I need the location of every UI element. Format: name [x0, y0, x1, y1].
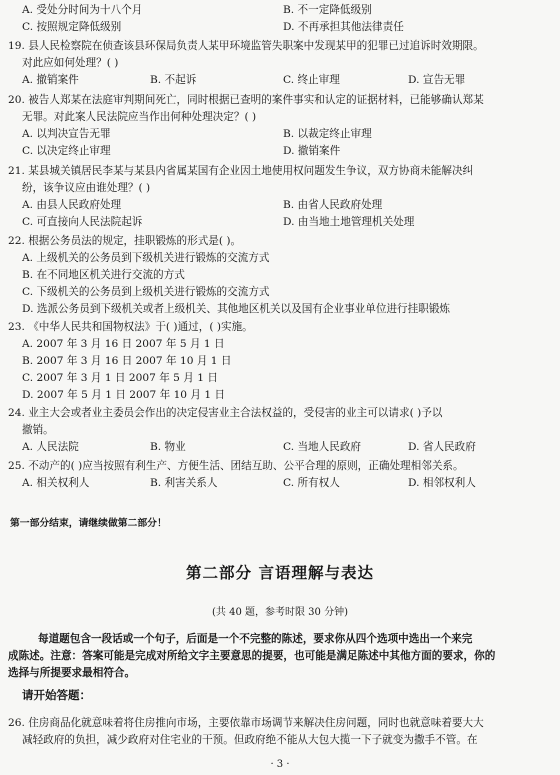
q18-option-b: B. 不一定降低级别 — [283, 4, 372, 16]
q22-option-c: C. 下级机关的公务员到上级机关进行锻炼的交流方式 — [22, 286, 270, 298]
q24-option-d: D. 省人民政府 — [408, 441, 476, 453]
q21-option-c: C. 可直接向人民法院起诉 — [22, 216, 143, 228]
q22-option-a: A. 上级机关的公务员到下级机关进行锻炼的交流方式 — [22, 252, 270, 264]
q23-stem: 23. 《中华人民共和国物权法》于( )通过，( )实施。 — [8, 321, 253, 333]
q22-stem: 22. 根据公务员法的规定，挂职锻炼的形式是( )。 — [8, 235, 242, 247]
q24-stem-line1: 24. 业主大会或者业主委员会作出的决定侵害业主合法权益的，受侵害的业主可以请求( )予以 — [8, 407, 443, 419]
q18-option-a: A. 受处分时间为十八个月 — [22, 4, 143, 16]
q18-option-d: D. 不再承担其他法律责任 — [283, 21, 404, 33]
part2-subtitle: (共 40 题，参考时限 30 分钟) — [212, 607, 348, 618]
q21-stem-line2: 纷，该争议应由谁处理？( ) — [22, 182, 151, 194]
q25-stem: 25. 不动产的( )应当按照有利生产、方便生活、团结互助、公平合理的原则，正确处理相邻关系。 — [8, 460, 464, 472]
part2-instructions-line2: 成陈述。注意：答案可能是完成对所给文字主要意思的提要，也可能是满足陈述中其他方面的要求，你的 — [8, 650, 496, 662]
start-answering: 请开始答题： — [22, 688, 91, 702]
q24-option-a: A. 人民法院 — [22, 441, 79, 453]
q24-stem-line2: 撤销。 — [22, 424, 54, 436]
q19-option-a: A. 撤销案件 — [22, 74, 79, 86]
q18-option-c: C. 按照规定降低级别 — [22, 21, 122, 33]
q26-stem-line2: 减轻政府的负担，减少政府对住宅业的干预。但政府绝不能从大包大揽一下子就变为撒手不管。在 — [22, 734, 478, 746]
part1-end-note: 第一部分结束，请继续做第二部分！ — [10, 518, 167, 529]
q25-option-d: D. 相邻权利人 — [408, 477, 476, 489]
q20-option-a: A. 以判决宣告无罪 — [22, 128, 111, 140]
q22-option-b: B. 在不同地区机关进行交流的方式 — [22, 269, 185, 281]
q20-stem-line1: 20. 被告人郑某在法庭审判期间死亡，同时根据已查明的案件事实和认定的证据材料，已能够确认郑某 — [8, 94, 484, 106]
q25-option-b: B. 利害关系人 — [150, 477, 218, 489]
q26-stem-line1: 26. 住房商品化就意味着将住房推向市场，主要依靠市场调节来解决住房问题，同时也就意味着要大大 — [8, 717, 484, 729]
q19-option-c: C. 终止审理 — [283, 74, 340, 86]
q23-option-b: B. 2007 年 3 月 16 日 2007 年 10 月 1 日 — [22, 355, 232, 367]
q21-stem-line1: 21. 某县城关镇居民李某与某县内省属某国有企业因土地使用权问题发生争议，双方协商未能解决纠 — [8, 165, 474, 177]
q24-option-b: B. 物业 — [150, 441, 186, 453]
part2-instructions-line1: 每道题包含一段话或一个句子，后面是一个不完整的陈述，要求你从四个选项中选出一个来完 — [38, 633, 473, 645]
q21-option-a: A. 由县人民政府处理 — [22, 199, 122, 211]
q19-stem-line1: 19. 县人民检察院在侦查该县环保局负责人某甲环境监管失职案中发现某甲的犯罪已过追诉时效期限。 — [8, 40, 484, 52]
q20-stem-line2: 无罪。对此案人民法院应当作出何种处理决定？( ) — [22, 111, 257, 123]
q23-option-a: A. 2007 年 3 月 16 日 2007 年 5 月 1 日 — [22, 338, 225, 350]
q21-option-b: B. 由省人民政府处理 — [283, 199, 383, 211]
q19-stem-line2: 对此应如何处理？( ) — [22, 57, 119, 69]
page-number: · 3 · — [270, 759, 290, 770]
q25-option-c: C. 所有权人 — [283, 477, 340, 489]
part2-title: 第二部分 言语理解与表达 — [186, 564, 374, 582]
q19-option-b: B. 不起诉 — [150, 74, 197, 86]
q25-option-a: A. 相关权利人 — [22, 477, 90, 489]
q20-option-c: C. 以决定终止审理 — [22, 145, 111, 157]
q20-option-b: B. 以裁定终止审理 — [283, 128, 372, 140]
part2-instructions-line3: 选择与所提要求最相符合。 — [8, 667, 136, 679]
q22-option-d: D. 选派公务员到下级机关或者上级机关、其他地区机关以及国有企业事业单位进行挂职锻炼 — [22, 303, 451, 315]
q19-option-d: D. 宣告无罪 — [408, 74, 466, 86]
q24-option-c: C. 当地人民政府 — [283, 441, 362, 453]
q23-option-c: C. 2007 年 3 月 1 日 2007 年 5 月 1 日 — [22, 372, 218, 384]
q23-option-d: D. 2007 年 5 月 1 日 2007 年 10 月 1 日 — [22, 389, 226, 401]
q21-option-d: D. 由当地土地管理机关处理 — [283, 216, 415, 228]
q20-option-d: D. 撤销案件 — [283, 145, 341, 157]
